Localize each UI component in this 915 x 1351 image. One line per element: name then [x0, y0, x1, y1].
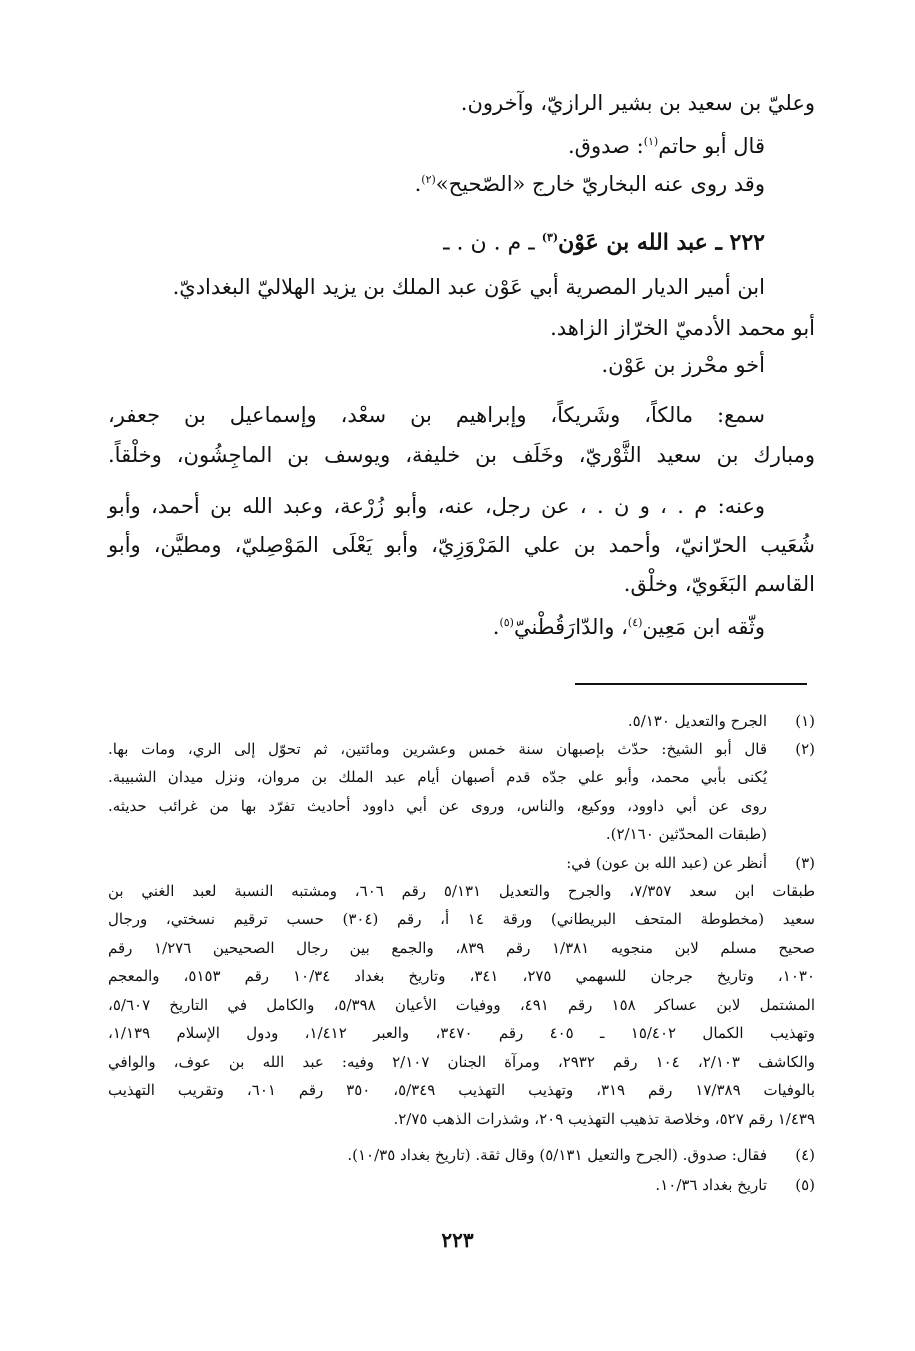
body-line: سمع: مالكاً، وشَريكاً، وإبراهيم بن سعْد، وإسماعيل بن جعفر، [108, 403, 765, 427]
footnote-separator [575, 683, 807, 685]
body-line: أخو محْرز بن عَوْن. [601, 353, 765, 377]
body-line: وثّقه ابن مَعِين$^{(٤)}$، والدّارَقُطْنيّ$^{(٥)}$. [492, 615, 765, 639]
footnote-line: يُكنى بأبي محمد، وأبو علي جدّه قدم أصبهان أيام عبد الملك بن مروان، ونزل ميدان الشبيبة. [108, 768, 767, 786]
body-line: ابن أمير الديار المصرية أبي عَوْن عبد الملك بن يزيد الهلاليّ البغداديّ. [172, 275, 765, 299]
footnote-ref: (١) [643, 135, 659, 148]
footnote-line: تاريخ بغداد ١٠/٣٦. [655, 1176, 767, 1194]
footnote-line: ١/٤٣٩ رقم ٥٢٧، وخلاصة تذهيب التهذيب ٢٠٩، وشذرات الذهب ٢/٧٥. [393, 1110, 815, 1128]
body-line: ومبارك بن سعيد الثَّوْريّ، وخَلَف بن خليفة، ويوسف بن الماجِشُون، وخلْقاً. [108, 443, 815, 467]
footnote-number: (٥) [795, 1176, 815, 1194]
body-line: أبو محمد الأدميّ الخرّاز الزاهد. [550, 316, 815, 340]
footnote-number: (٢) [795, 740, 815, 758]
footnote-number: (٣) [795, 854, 815, 872]
body-line: القاسم البَغَويّ، وخلْق. [623, 572, 815, 596]
footnote-number: (٤) [795, 1146, 815, 1164]
page-number: ٢٢٣ [441, 1228, 474, 1252]
footnote-line: روى عن أبي داوود، ووكيع، والناس، وروى عن أبي داوود أحاديث تفرّد بها من غرائب حديثه. [108, 797, 767, 815]
footnote-line: بالوفيات ١٧/٣٨٩ رقم ٣١٩، وتهذيب التهذيب ٥/٣٤٩، ٣٥٠ رقم ٦٠١، وتقريب التهذيب [108, 1081, 815, 1099]
body-line: وعنه: م . ، و ن . ، عن رجل، عنه، وأبو زُرْعة، وعبد الله بن أحمد، وأبو [108, 494, 765, 518]
footnote-line: الجرح والتعديل ٥/١٣٠. [627, 712, 767, 730]
footnote-line: فقال: صدوق. (الجرح والتعيل ٥/١٣١) وقال ثقة. (تاريخ بغداد ١٠/٣٥). [347, 1146, 767, 1164]
body-line: وقد روى عنه البخاريّ خارج «الصّحيح»$^{(٢)}$. [414, 172, 765, 196]
footnote-line: طبقات ابن سعد ٧/٣٥٧، والجرح والتعديل ٥/١٣١ رقم ٦٠٦، ومشتبه النسبة لعبد الغني بن [108, 882, 816, 900]
body-line: شُعَيب الحرّانيّ، وأحمد بن علي المَرْوَزِيّ، وأبو يَعْلَى المَوْصِليّ، ومطيَّن، وأبو [108, 533, 815, 557]
footnote-ref: (٢) [421, 173, 436, 186]
body-line: وعليّ بن سعيد بن بشير الرازيّ، وآخرون. [460, 91, 815, 115]
footnote-line: (طبقات المحدّثين ٢/١٦٠). [605, 825, 767, 843]
footnote-line: صحيح مسلم لابن منجويه ١/٣٨١ رقم ٨٣٩، والجمع بين رجال الصحيحين ١/٢٧٦ رقم [108, 939, 816, 957]
footnote-line: والكاشف ٢/١٠٣، ١٠٤ رقم ٢٩٣٢، ومرآة الجنان ٢/١٠٧ وفيه: عبد الله بن عوف، والوافي [108, 1053, 816, 1071]
footnote-ref: (٣) [541, 231, 559, 244]
footnote-ref: (٥) [499, 616, 514, 629]
footnote-line: وتهذيب الكمال ١٥/٤٠٢ ـ ٤٠٥ رقم ٣٤٧٠، والعبر ١/٤١٢، ودول الإسلام ١/١٣٩، [108, 1024, 816, 1042]
entry-heading: ٢٢٢ ـ عبد الله بن عَوْن$^{(٣)}$ ـ م . ن . ـ [443, 229, 765, 256]
footnote-line: سعيد (مخطوطة المتحف البريطاني) ورقة ١٤ أ، رقم (٣٠٤) حسب ترقيم نسختي، ورجال [108, 910, 815, 928]
footnote-line: قال أبو الشيخ: حدّث بإصبهان سنة خمس وعشرين ومائتين، ثم تحوّل إلى الري، ومات بها. [108, 740, 767, 758]
footnote-line: المشتمل لابن عساكر ١٥٨ رقم ٤٩١، ووفيات الأعيان ٥/٣٩٨، والكامل في التاريخ ٥/٦٠٧، [108, 996, 815, 1014]
footnote-ref: (٤) [627, 616, 643, 629]
footnote-number: (١) [795, 712, 815, 730]
footnote-line: أنظر عن (عبد الله بن عون) في: [566, 854, 767, 872]
footnote-line: ١٠٣٠، وتاريخ جرجان للسهمي ٢٧٥، ٣٤١، وتاريخ بغداد ١٠/٣٤ رقم ٥١٥٣، والمعجم [108, 967, 816, 985]
body-line: قال أبو حاتم$^{(١)}$: صدوق. [567, 134, 765, 158]
